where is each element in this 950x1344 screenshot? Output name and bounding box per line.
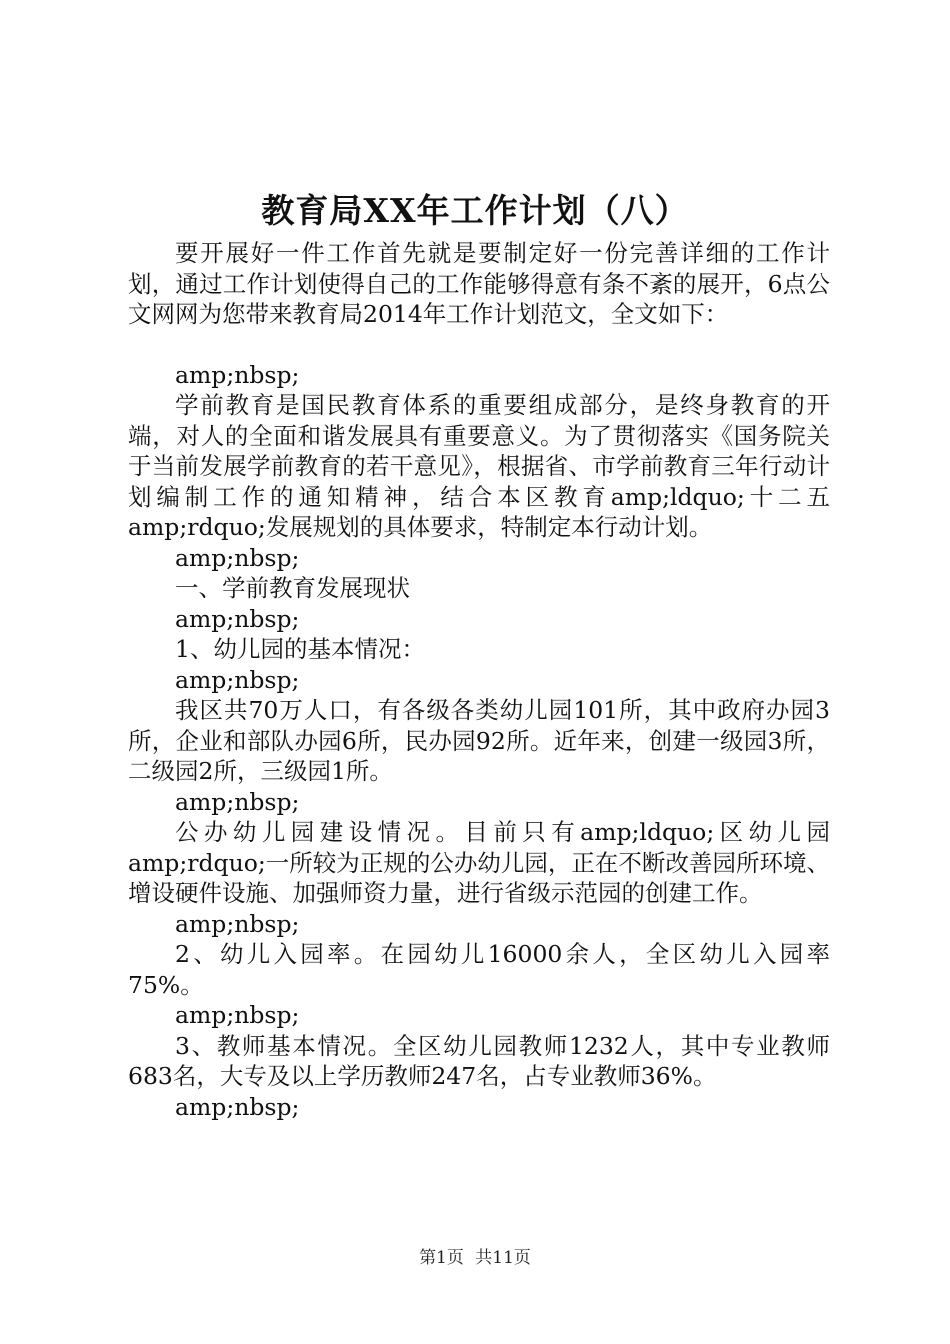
page-footer	[0, 1243, 950, 1268]
page-number: 第1页	[419, 1248, 464, 1268]
paragraph: 公办幼儿园建设情况。目前只有amp;ldquo;区幼儿园amp;rdquo;一所较为正规的公办幼儿园，正在不断改善园所环境、增设硬件设施、加强师资力量，进行省级示范园的创建工作。	[128, 818, 830, 907]
page-total: 共11页	[475, 1248, 531, 1268]
subsection-heading: 1、幼儿园的基本情况：	[175, 635, 425, 663]
paragraph: amp;nbsp;	[175, 543, 300, 572]
paragraph: 我区共70万人口，有各级各类幼儿园101所，其中政府办园3所，企业和部队办园6所，民办园92所。近年来，创建一级园3所，二级园2所，三级园1所。	[128, 696, 830, 785]
section-heading: 一、学前教育发展现状	[175, 574, 410, 602]
document-body	[128, 238, 830, 1122]
paragraph: amp;nbsp;	[175, 909, 300, 938]
paragraph: amp;nbsp;	[175, 1092, 300, 1121]
paragraph: amp;nbsp;	[175, 360, 300, 389]
paragraph: 2、幼儿入园率。在园幼儿16000余人，全区幼儿入园率75%。	[128, 940, 830, 999]
paragraph: amp;nbsp;	[175, 787, 300, 816]
document-title: 教育局XX年工作计划（八）	[261, 191, 689, 230]
paragraph: 学前教育是国民教育体系的重要组成部分，是终身教育的开端，对人的全面和谐发展具有重要意义。为了贯彻落实《国务院关于当前发展学前教育的若干意见》，根据省、市学前教育三年行动计划编制工作的通知精神，结合本区教育amp;ldquo;十二五amp;rdquo;发展规划的具体要求，特制定本行动计划。	[128, 391, 830, 541]
paragraph: amp;nbsp;	[175, 1001, 300, 1029]
paragraph: 3、教师基本情况。全区幼儿园教师1232人，其中专业教师683名，大专及以上学历教师247名，占专业教师36%。	[128, 1031, 830, 1090]
paragraph-intro: 要开展好一件工作首先就是要制定好一份完善详细的工作计划，通过工作计划使得自己的工作能够得意有条不紊的展开，6点公文网网为您带来教育局2014年工作计划范文，全文如下：	[128, 239, 830, 328]
paragraph: amp;nbsp;	[175, 665, 300, 694]
paragraph: amp;nbsp;	[175, 604, 300, 633]
